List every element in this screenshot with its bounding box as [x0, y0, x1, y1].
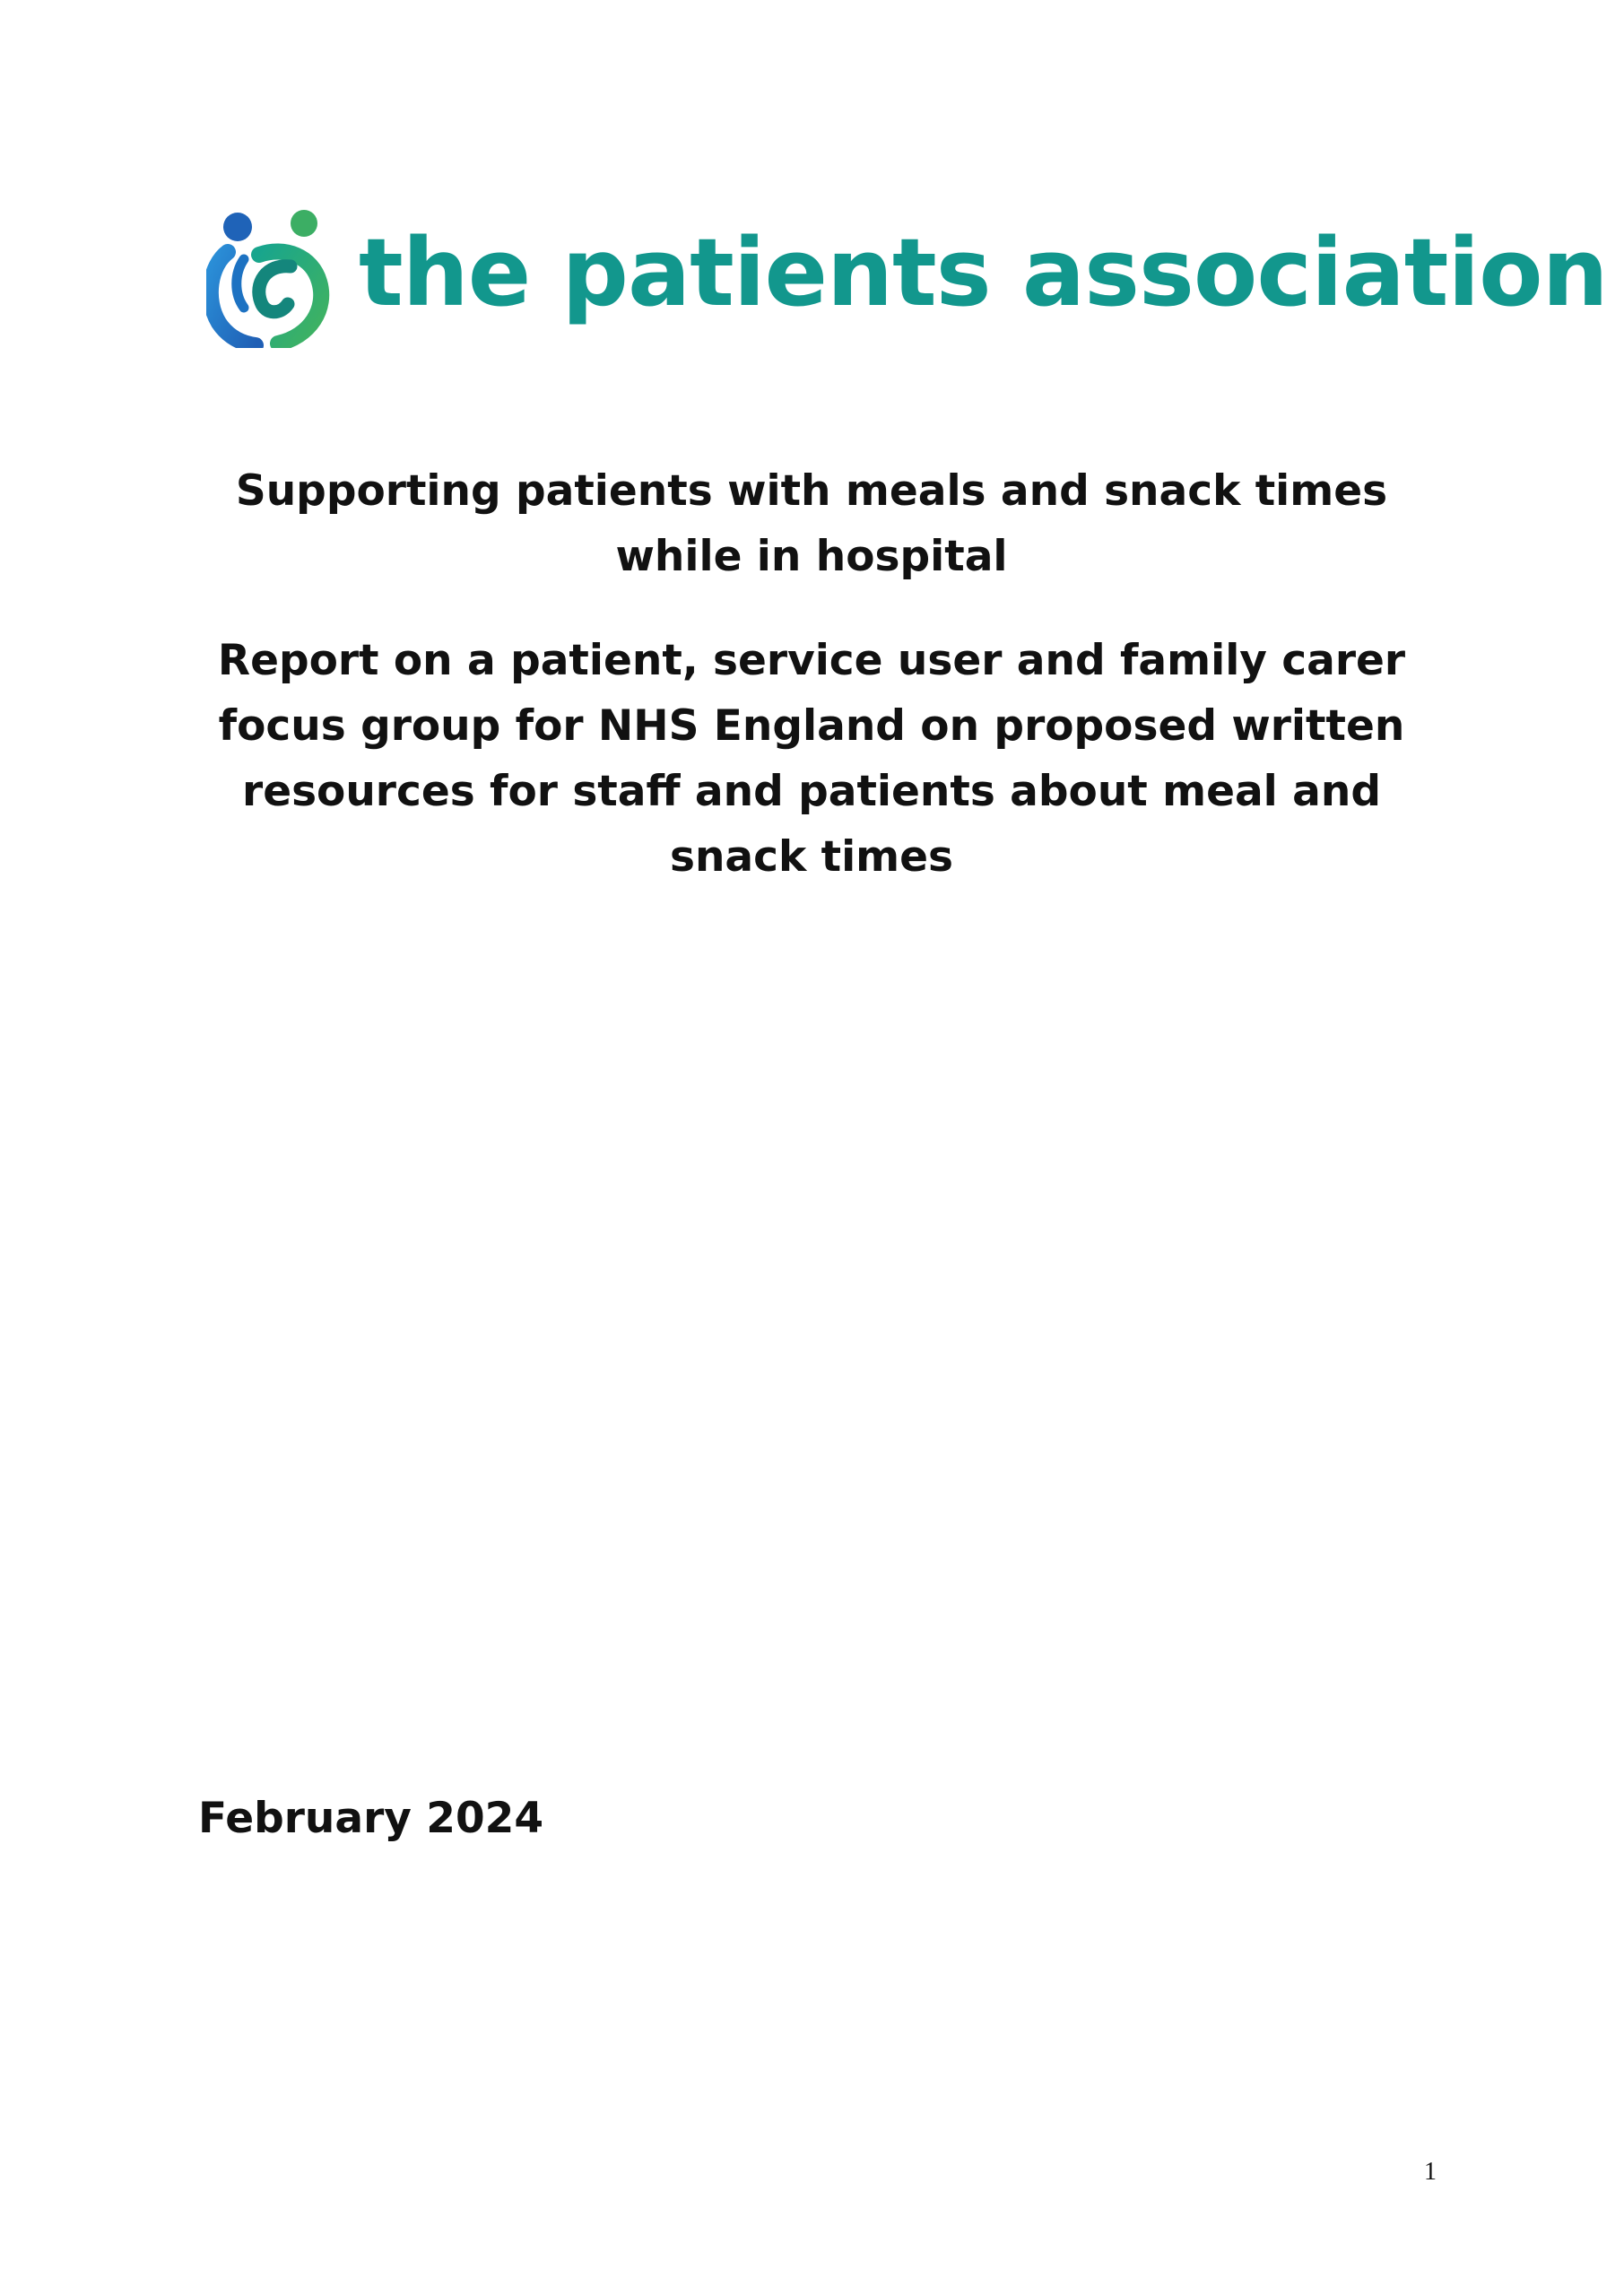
- report-title: Supporting patients with meals and snack times while in hospital: [235, 466, 1388, 581]
- patients-association-logo: [206, 206, 1608, 350]
- logo-wordmark: the patients association: [359, 218, 1608, 327]
- two-people-heart-logo-icon: [206, 208, 341, 348]
- page-number: 1: [1424, 2158, 1437, 2186]
- report-subtitle: Report on a patient, service user and family carer focus group for NHS England on proposed written resources for staff and patients about meal and snack times: [217, 636, 1406, 882]
- report-date: February 2024: [198, 1794, 544, 1843]
